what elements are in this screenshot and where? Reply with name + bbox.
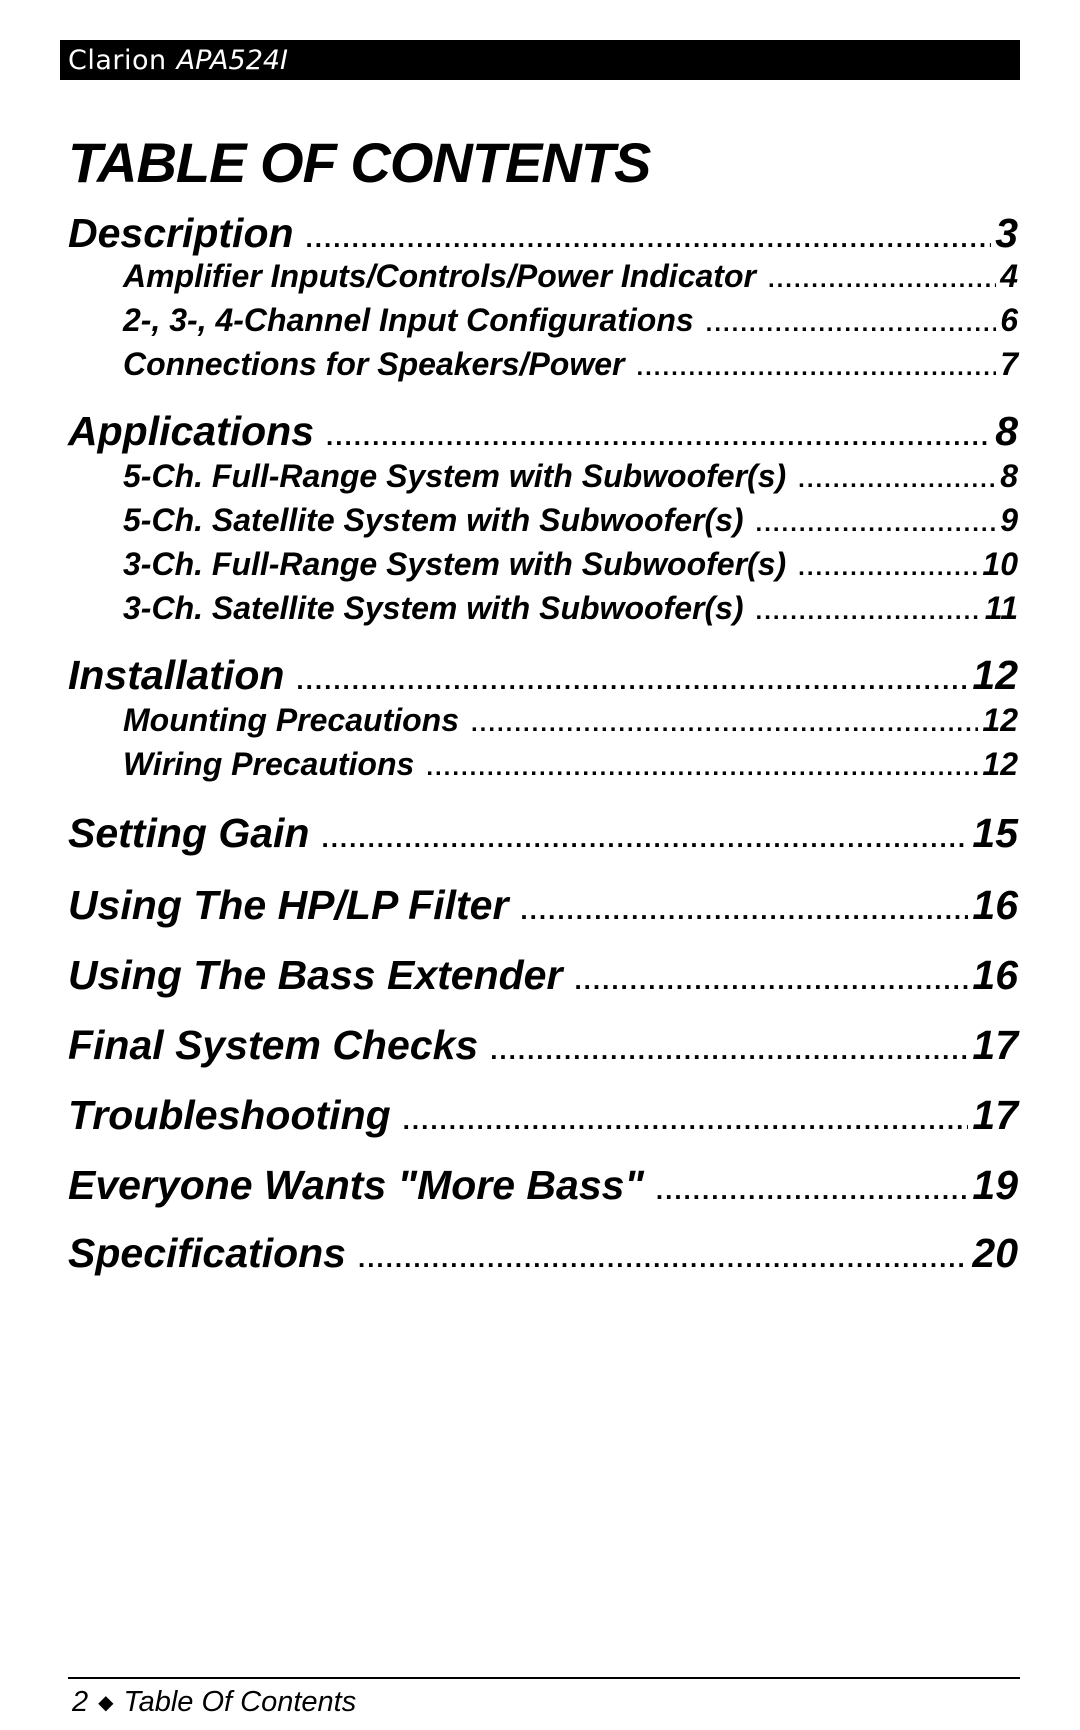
toc-entry-label: 5-Ch. Full-Range System with Subwoofer(s) [123,458,787,494]
toc-entry-hp-lp-filter[interactable] [68,882,1018,929]
toc-entry-label: 2-, 3-, 4-Channel Input Configurations [123,302,694,338]
diamond-icon: ◆ [98,1692,114,1714]
toc-entry-label: 3-Ch. Satellite System with Subwoofer(s) [123,590,744,626]
toc-page-number: 4 [1000,258,1018,294]
toc-entry-installation[interactable] [68,652,1018,699]
leader-dots [798,466,996,494]
leader-dots [426,754,978,782]
leader-dots [306,223,992,254]
toc-entry-connections[interactable] [123,346,1018,383]
leader-dots [358,1243,968,1274]
toc-page-number: 8 [995,408,1018,454]
toc-page-number: 17 [972,1092,1018,1138]
toc-page-number: 17 [972,1022,1018,1068]
toc-page-number: 12 [982,746,1018,782]
toc-page-number: 19 [972,1162,1018,1208]
toc-page-number: 20 [972,1230,1018,1276]
leader-dots [490,1035,968,1066]
leader-dots [756,598,981,626]
toc-entry-mounting-precautions[interactable] [123,702,1018,739]
leader-dots [706,310,997,338]
toc-entry-label: Wiring Precautions [123,746,415,782]
toc-entry-5ch-satellite[interactable] [123,502,1018,539]
toc-entry-amplifier-inputs[interactable] [123,258,1018,295]
toc-entry-label: Connections for Speakers/Power [123,346,625,382]
page-title: TABLE OF CONTENTS [68,131,651,194]
toc-entry-final-system-checks[interactable] [68,1022,1018,1069]
toc-entry-description[interactable] [68,210,1018,257]
leader-dots [321,823,968,854]
leader-dots [520,895,968,926]
toc-entry-label: Installation [68,652,285,698]
toc-entry-specifications[interactable] [68,1230,1018,1277]
leader-dots [471,710,978,738]
toc-entry-label: Troubleshooting [68,1092,391,1138]
toc-entry-more-bass[interactable] [68,1162,1018,1209]
toc-entry-label: Using The Bass Extender [68,952,563,998]
footer-divider [68,1677,1020,1679]
toc-page-number: 6 [1000,302,1018,338]
leader-dots [574,965,968,996]
page-footer [72,1686,356,1719]
toc-entry-wiring-precautions[interactable] [123,746,1018,783]
toc-page-number: 8 [1000,458,1018,494]
toc-page-number: 12 [982,702,1018,738]
model-name: APA524I [176,44,289,76]
toc-entry-troubleshooting[interactable] [68,1092,1018,1139]
toc-page-number: 16 [972,952,1018,998]
toc-entry-applications[interactable] [68,408,1018,455]
leader-dots [768,266,996,294]
leader-dots [798,554,978,582]
footer-section-title: Table Of Contents [123,1686,357,1718]
toc-entry-label: Applications [68,408,315,454]
toc-entry-label: Specifications [68,1230,346,1276]
toc-entry-input-configurations[interactable] [123,302,1018,339]
leader-dots [403,1105,969,1136]
toc-page-number: 3 [995,210,1018,256]
toc-page-number: 15 [972,810,1018,856]
toc-entry-bass-extender[interactable] [68,952,1018,999]
toc-page-number: 16 [972,882,1018,928]
toc-entry-3ch-full-range[interactable] [123,546,1018,583]
toc-entry-5ch-full-range[interactable] [123,458,1018,495]
toc-entry-label: 5-Ch. Satellite System with Subwoofer(s) [123,502,744,538]
toc-page-number: 10 [982,546,1018,582]
toc-entry-3ch-satellite[interactable] [123,590,1018,627]
toc-page-number: 11 [984,590,1018,626]
footer-page-number: 2 [72,1686,89,1718]
toc-entry-label: Mounting Precautions [123,702,459,738]
toc-entry-label: Description [68,210,294,256]
toc-entry-label: Final System Checks [68,1022,479,1068]
leader-dots [756,510,997,538]
toc-entry-label: 3-Ch. Full-Range System with Subwoofer(s) [123,546,787,582]
toc-page-number: 9 [1000,502,1018,538]
header-bar [60,40,1020,80]
leader-dots [636,354,996,382]
toc-entry-label: Setting Gain [68,810,310,856]
toc-page-number: 12 [972,652,1018,698]
toc-entry-label: Using The HP/LP Filter [68,882,509,928]
leader-dots [296,665,968,696]
brand-name: Clarion [68,44,167,76]
leader-dots [656,1175,969,1206]
toc-page-number: 7 [1000,346,1018,382]
toc-entry-label: Amplifier Inputs/Controls/Power Indicator [123,258,756,294]
toc-entry-setting-gain[interactable] [68,810,1018,857]
toc-entry-label: Everyone Wants "More Bass" [68,1162,644,1208]
leader-dots [326,421,991,452]
